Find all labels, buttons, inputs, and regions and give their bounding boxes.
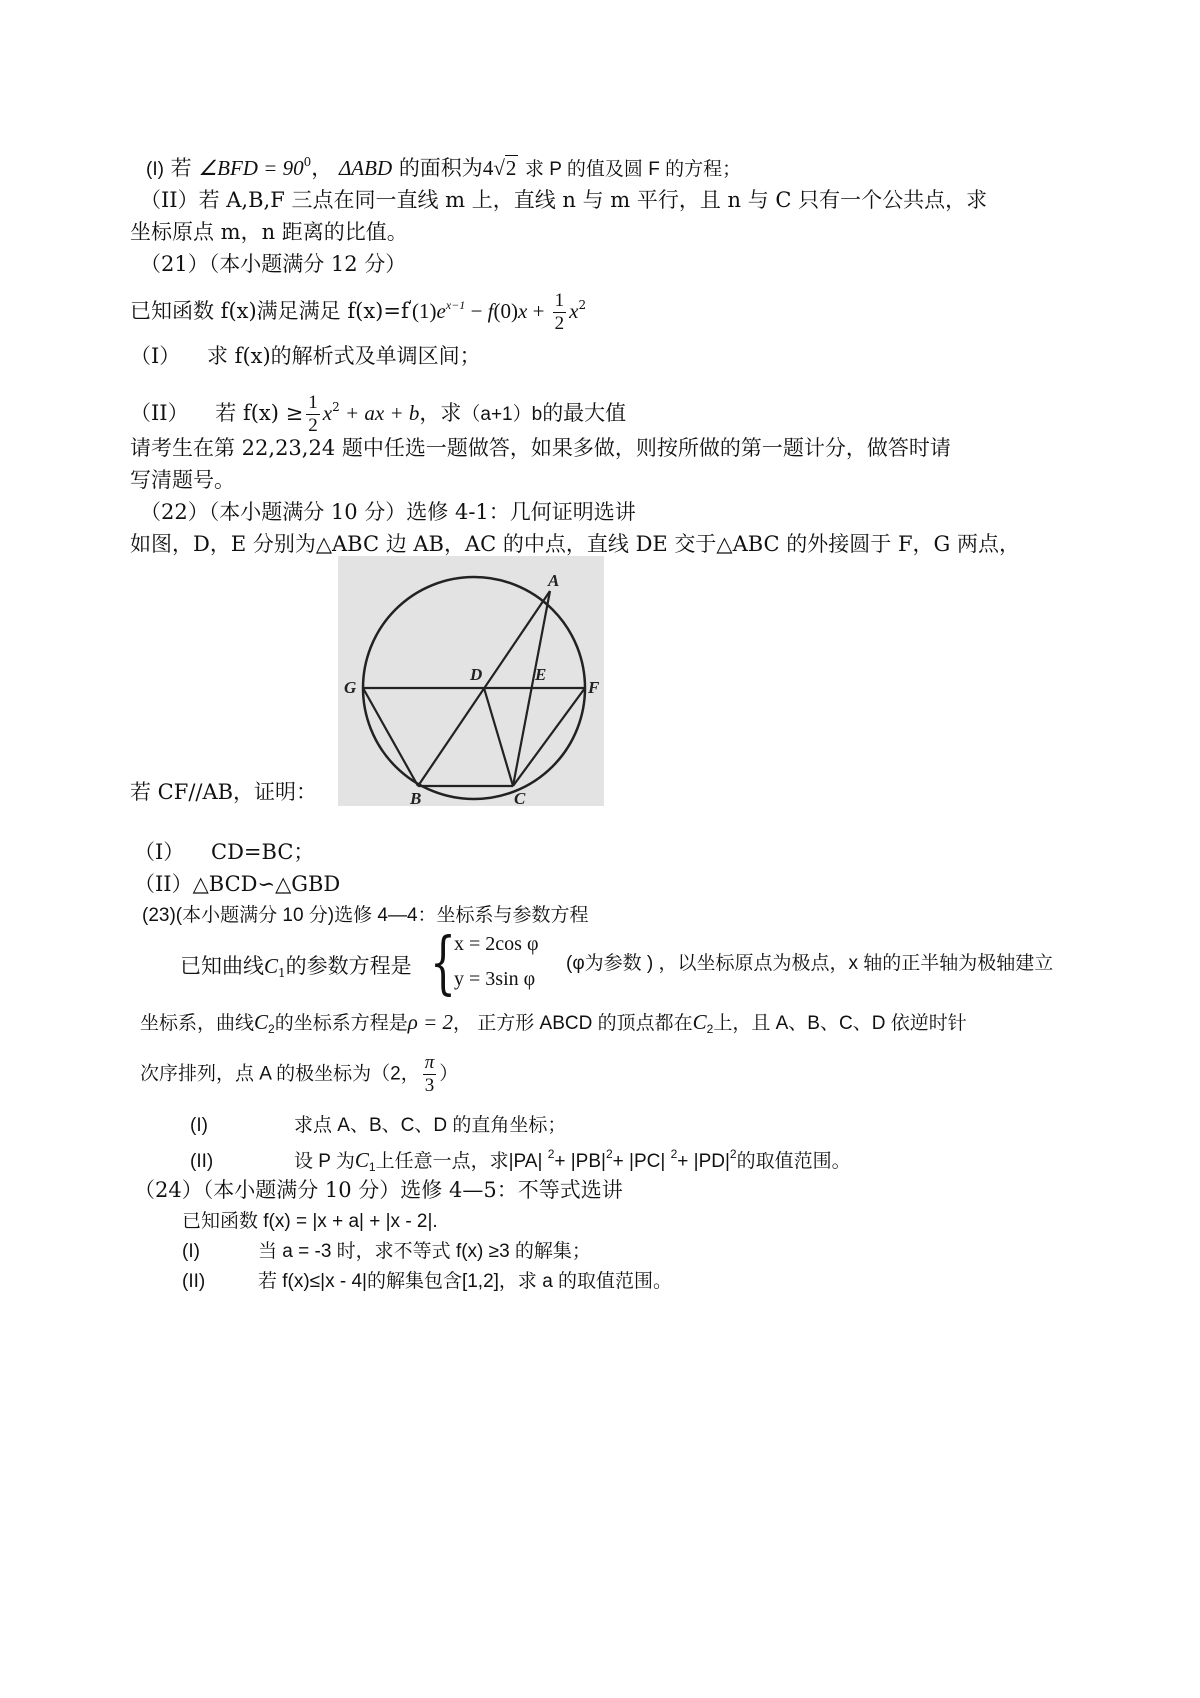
q24-part1 xyxy=(182,1242,591,1261)
q23-l3-a: 次序排列，点 A 的极坐标为（2， xyxy=(140,1063,420,1085)
geometry-figure xyxy=(338,556,604,806)
q23-l3-b: ） xyxy=(439,1063,459,1085)
q21-x: x xyxy=(518,299,528,323)
q20-part2-line2: 坐标原点 m，n 距离的比值。 xyxy=(130,220,408,244)
q20-part1-t3: 求 P 的值及圆 F 的方程； xyxy=(525,159,742,180)
q21-half-fraction xyxy=(553,290,567,335)
q21-part2-b: x xyxy=(322,401,333,425)
notice-line1: 请考生在第 22,23,24 题中任选一题做答，如果多做，则按所做的第一题计分，做答时请 xyxy=(130,436,951,460)
q21-one: (1) xyxy=(412,299,437,323)
q23-part2-label: (II) xyxy=(190,1151,214,1172)
q23-header: (23)(本小题满分 10 分)选修 4—4：坐标系与参数方程 xyxy=(142,905,589,926)
angle-degree: 0 xyxy=(303,155,312,169)
q23-stem-line2 xyxy=(140,1012,967,1035)
q23-part1-text: 求点 A、B、C、D 的直角坐标； xyxy=(294,1115,567,1136)
c2-sub-b: 2 xyxy=(706,1022,714,1036)
label-e: E xyxy=(535,665,547,684)
q22-part1-label: （I） xyxy=(134,840,185,864)
q23-l2-d: 上，且 A、B、C、D 依逆时针 xyxy=(713,1013,967,1034)
q23-part2 xyxy=(190,1148,851,1173)
coef-4: 4 xyxy=(482,156,494,180)
q21-part2 xyxy=(130,392,626,437)
q21-part1-label: （I） xyxy=(130,344,181,368)
q21-f0-arg: (0) xyxy=(493,299,518,323)
q21-minus: − xyxy=(465,299,488,323)
q21-e: e xyxy=(436,299,446,323)
q21-square: 2 xyxy=(578,298,587,312)
label-g: G xyxy=(344,678,357,697)
q21-stem-text: 已知函数 f(x)满足满足 f(x)=f xyxy=(130,299,409,323)
q20-part1-line xyxy=(146,156,741,179)
rho-eq: ρ = 2 xyxy=(407,1010,453,1034)
q21-part2-e: ，求 xyxy=(419,401,462,425)
sq-pb: 2 xyxy=(605,1147,613,1161)
c2-letter-b: C xyxy=(692,1010,707,1034)
c2-sub: 2 xyxy=(268,1022,275,1036)
label-a: A xyxy=(548,571,560,590)
q20-sep: ， xyxy=(311,156,333,180)
sqrt-sign: √ xyxy=(493,156,505,180)
q22-header: （22）（本小题满分 10 分）选修 4-1：几何证明选讲 xyxy=(140,500,636,524)
c1-letter: C xyxy=(264,954,279,978)
c2-letter: C xyxy=(254,1010,269,1034)
eq-y: y = 3sin φ xyxy=(454,968,536,990)
q21-part2-half xyxy=(306,392,320,437)
q24-part1-label: (I) xyxy=(182,1241,200,1262)
label-f: F xyxy=(588,678,600,697)
q21-part2-a: 若 f(x) ≥ xyxy=(215,401,304,425)
q23-l2-a: 坐标系，曲线 xyxy=(140,1013,255,1034)
q21-part2-label: （II） xyxy=(130,401,189,425)
q21-plus: + xyxy=(527,299,550,323)
q21-part2-g: 的最大值 xyxy=(542,401,627,425)
q21-exp: x−1 xyxy=(445,298,466,312)
c1-letter-b: C xyxy=(354,1148,369,1172)
q21-half-num: 1 xyxy=(554,290,565,311)
label-d: D xyxy=(470,665,483,684)
angle-bfd: ∠BFD = 90 xyxy=(198,156,304,180)
c1-sub-b: 1 xyxy=(368,1160,376,1174)
q21-p2-half-den: 2 xyxy=(308,415,318,436)
q23-l2-c: ， 正方形 ABCD 的顶点都在 xyxy=(453,1013,693,1034)
q24-part2-label: (II) xyxy=(182,1271,206,1292)
q22-part2-label: （II） xyxy=(134,872,193,896)
label-c: C xyxy=(514,789,526,806)
q21-part2-f: （a+1）b xyxy=(461,404,543,425)
q23-part1-label: (I) xyxy=(190,1115,208,1136)
q22-lead: 若 CF//AB，证明： xyxy=(130,780,318,804)
c1-sub: 1 xyxy=(278,966,286,980)
q22-stem: 如图，D，E 分别为△ABC 边 AB，AC 的中点，直线 DE 交于△ABC 的外接圆于 F，G 两点， xyxy=(130,532,1020,556)
q23-part2-e: + |PD| xyxy=(677,1151,730,1172)
pi-over-3 xyxy=(423,1052,437,1097)
q20-part1-t2: 的面积为 xyxy=(398,156,483,180)
q22-part1 xyxy=(134,842,314,863)
q23-stem-line3 xyxy=(140,1052,458,1097)
q21-part2-d: + ax + b xyxy=(339,401,420,425)
q20-part2-line1: （II）若 A,B,F 三点在同一直线 m 上，直线 n 与 m 平行，且 n 与 C 只有一个公共点，求 xyxy=(140,188,988,212)
q21-x2: x xyxy=(569,299,579,323)
q21-stem xyxy=(130,290,586,335)
q23-stem-a: 已知曲线 xyxy=(180,954,264,978)
sq-pc: 2 xyxy=(670,1147,678,1161)
q23-part2-c: + |PB| xyxy=(554,1151,606,1172)
q23-stem-b: 的参数方程是 xyxy=(285,954,412,978)
q24-stem: 已知函数 f(x) = |x + a| + |x - 2|. xyxy=(182,1211,438,1232)
q21-prime: ' xyxy=(408,298,413,312)
sq-pd: 2 xyxy=(729,1147,737,1161)
q24-part2 xyxy=(182,1272,672,1291)
q22-part1-text: CD=BC； xyxy=(211,840,315,864)
q20-part1-label: (I) xyxy=(146,159,164,180)
q21-header: （21）（本小题满分 12 分） xyxy=(140,252,407,276)
q24-part2-text: 若 f(x)≤|x - 4|的解集包含[1,2]，求 a 的取值范围。 xyxy=(258,1271,673,1292)
q24-part1-text: 当 a = -3 时，求不等式 f(x) ≥3 的解集； xyxy=(258,1241,591,1262)
q21-half-den: 2 xyxy=(554,313,565,334)
q23-part2-b: 上任意一点，求|PA| xyxy=(375,1151,543,1172)
q23-part2-a: 设 P 为 xyxy=(294,1151,355,1172)
q23-part1 xyxy=(190,1116,566,1135)
q23-l2-b: 的坐标系方程是 xyxy=(274,1013,408,1034)
sqrt-2: 2 xyxy=(505,156,517,180)
q22-part2-text: △BCD∽△GBD xyxy=(192,872,341,896)
q23-param-text: (φ为参数 ) ，以坐标原点为极点，x 轴的正半轴为极轴建立 xyxy=(566,953,1054,974)
q23-part2-f: 的取值范围。 xyxy=(736,1151,851,1172)
pi-den: 3 xyxy=(424,1075,435,1096)
q21-part1-text: 求 f(x)的解析式及单调区间； xyxy=(207,344,481,368)
q24-header: （24）（本小题满分 10 分）选修 4—5：不等式选讲 xyxy=(134,1178,623,1202)
q21-part1 xyxy=(130,346,481,367)
q22-part2 xyxy=(134,874,340,895)
q21-part2-c: 2 xyxy=(332,400,340,414)
cases-brace: { xyxy=(430,924,456,1003)
q23-part2-d: + |PC| xyxy=(612,1151,666,1172)
notice-line2: 写清题号。 xyxy=(130,468,235,492)
eq-x: x = 2cos φ xyxy=(454,933,539,955)
q20-part1-t1: 若 xyxy=(170,156,192,180)
label-b: B xyxy=(410,789,422,806)
q23-stem-line1 xyxy=(180,956,412,979)
triangle-abd: ΔABD xyxy=(338,156,393,180)
pi-num: π xyxy=(424,1052,435,1073)
q21-f0: f xyxy=(487,299,494,323)
sq-pa: 2 xyxy=(547,1147,555,1161)
q21-p2-half-num: 1 xyxy=(308,392,318,413)
